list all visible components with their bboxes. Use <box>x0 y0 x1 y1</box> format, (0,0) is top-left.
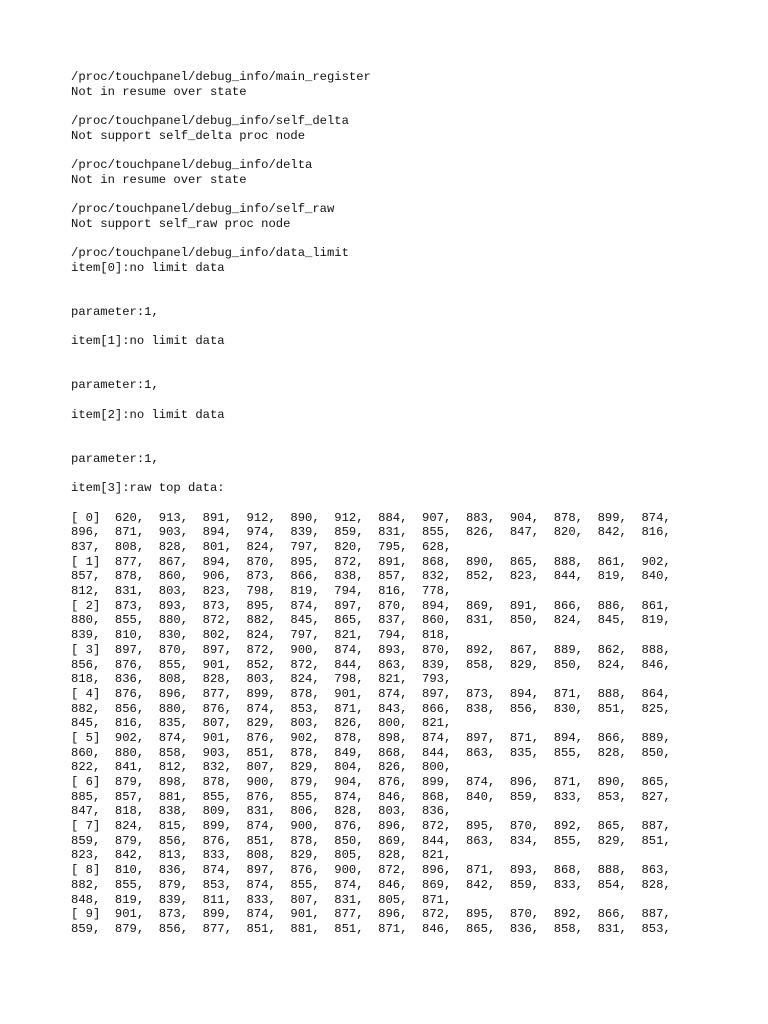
text-line: 823, 842, 813, 833, 808, 829, 805, 828, 821, <box>71 848 452 863</box>
text-line: 839, 810, 830, 802, 824, 797, 821, 794, 818, <box>71 628 452 643</box>
text-line: [ 3] 897, 870, 897, 872, 900, 874, 893, 870, 892, 867, 889, 862, 888, <box>71 642 671 657</box>
text-line: [ 8] 810, 836, 874, 897, 876, 900, 872, 896, 871, 893, 868, 888, 863, <box>71 863 671 878</box>
text-line: Not in resume over state <box>71 172 247 187</box>
text-line: item[3]:raw top data: <box>71 481 225 496</box>
text-line: 859, 879, 856, 877, 851, 881, 851, 871, 846, 865, 836, 858, 831, 853, <box>71 921 671 936</box>
text-line: 848, 819, 839, 811, 833, 807, 831, 805, 871, <box>71 892 452 907</box>
blank-line <box>71 496 751 511</box>
proc-dump-document <box>71 70 751 937</box>
text-line: /proc/touchpanel/debug_info/delta <box>71 158 313 173</box>
blank-line <box>71 143 751 158</box>
text-line: 818, 836, 808, 828, 803, 824, 798, 821, 793, <box>71 672 452 687</box>
blank-line <box>71 423 751 438</box>
text-line: Not support self_raw proc node <box>71 216 291 231</box>
text-line: [ 7] 824, 815, 899, 874, 900, 876, 896, 872, 895, 870, 892, 865, 887, <box>71 819 671 834</box>
text-line: /proc/touchpanel/debug_info/self_delta <box>71 114 349 129</box>
text-line: Not in resume over state <box>71 84 247 99</box>
blank-line <box>71 276 751 291</box>
text-line: [ 6] 879, 898, 878, 900, 879, 904, 876, 899, 874, 896, 871, 890, 865, <box>71 775 671 789</box>
blank-line <box>71 99 751 114</box>
text-line: 822, 841, 812, 832, 807, 829, 804, 826, 800, <box>71 760 452 775</box>
text-line: 860, 880, 858, 903, 851, 878, 849, 868, 844, 863, 835, 855, 828, 850, <box>71 745 671 760</box>
text-line: /proc/touchpanel/debug_info/main_register <box>71 70 371 84</box>
text-line: [ 9] 901, 873, 899, 874, 901, 877, 896, 872, 895, 870, 892, 866, 887, <box>71 907 671 922</box>
text-line: parameter:1, <box>71 451 159 466</box>
blank-line <box>71 188 751 203</box>
text-line: 856, 876, 855, 901, 852, 872, 844, 863, 839, 858, 829, 850, 824, 846, <box>71 657 671 672</box>
text-line: parameter:1, <box>71 305 159 319</box>
blank-line <box>71 232 751 247</box>
text-line: [ 4] 876, 896, 877, 899, 878, 901, 874, 897, 873, 894, 871, 888, 864, <box>71 686 671 701</box>
text-line: 885, 857, 881, 855, 876, 855, 874, 846, 868, 840, 859, 833, 853, 827, <box>71 789 671 804</box>
text-line: [ 1] 877, 867, 894, 870, 895, 872, 891, 868, 890, 865, 888, 861, 902, <box>71 554 671 569</box>
text-line: 880, 855, 880, 872, 882, 845, 865, 837, 860, 831, 850, 824, 845, 819, <box>71 613 671 628</box>
text-line: 812, 831, 803, 823, 798, 819, 794, 816, 778, <box>71 584 452 599</box>
text-line: item[0]:no limit data <box>71 260 225 275</box>
text-line: [ 2] 873, 893, 873, 895, 874, 897, 870, 894, 869, 891, 866, 886, 861, <box>71 598 671 613</box>
text-line: Not support self_delta proc node <box>71 128 306 143</box>
text-line: /proc/touchpanel/debug_info/self_raw <box>71 202 335 217</box>
blank-line <box>71 437 751 452</box>
blank-line <box>71 320 751 335</box>
blank-line <box>71 393 751 408</box>
text-line: item[1]:no limit data <box>71 334 225 349</box>
text-line: 837, 808, 828, 801, 824, 797, 820, 795, 628, <box>71 540 452 554</box>
text-line: [ 5] 902, 874, 901, 876, 902, 878, 898, 874, 897, 871, 894, 866, 889, <box>71 730 671 745</box>
text-line: [ 0] 620, 913, 891, 912, 890, 912, 884, 907, 883, 904, 878, 899, 874, <box>71 510 671 525</box>
text-line: 859, 879, 856, 876, 851, 878, 850, 869, 844, 863, 834, 855, 829, 851, <box>71 833 671 848</box>
text-line: 882, 856, 880, 876, 874, 853, 871, 843, 866, 838, 856, 830, 851, 825, <box>71 701 671 716</box>
text-line: 847, 818, 838, 809, 831, 806, 828, 803, 836, <box>71 804 452 819</box>
text-line: 845, 816, 835, 807, 829, 803, 826, 800, 821, <box>71 716 452 731</box>
blank-line <box>71 349 751 364</box>
text-line: /proc/touchpanel/debug_info/data_limit <box>71 246 349 261</box>
text-line: parameter:1, <box>71 378 159 393</box>
text-line: item[2]:no limit data <box>71 407 225 422</box>
text-line: 882, 855, 879, 853, 874, 855, 874, 846, 869, 842, 859, 833, 854, 828, <box>71 877 671 892</box>
blank-line <box>71 290 751 305</box>
text-line: 857, 878, 860, 906, 873, 866, 838, 857, 832, 852, 823, 844, 819, 840, <box>71 569 671 584</box>
blank-line <box>71 467 751 482</box>
blank-line <box>71 364 751 379</box>
text-line: 896, 871, 903, 894, 974, 839, 859, 831, 855, 826, 847, 820, 842, 816, <box>71 525 671 540</box>
